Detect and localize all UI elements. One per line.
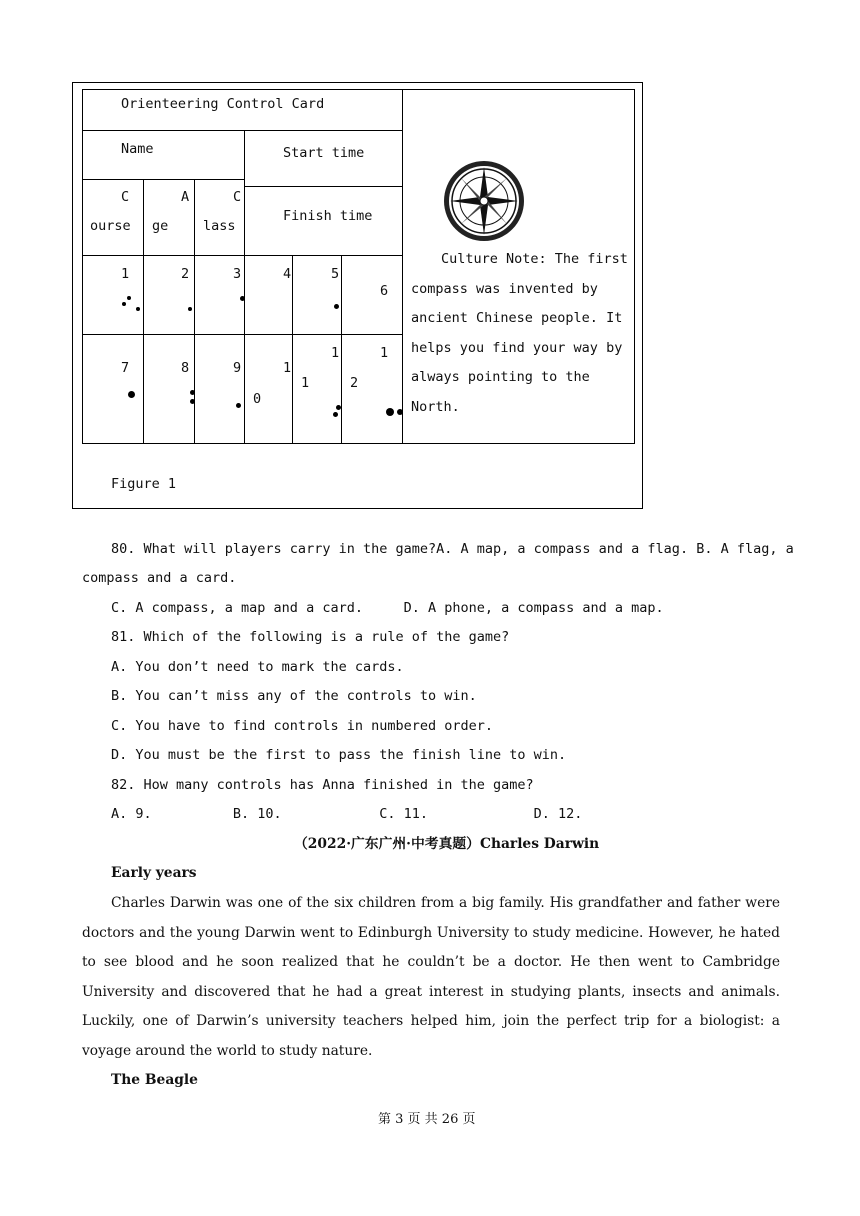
control-number: 1 — [301, 375, 310, 391]
punch-mark — [136, 307, 140, 311]
question-82-options: A. 9. B. 10. C. 11. D. 12. — [111, 806, 583, 822]
punch-mark — [240, 296, 245, 301]
table-rule — [82, 255, 402, 256]
figure-caption: Figure 1 — [111, 476, 177, 492]
punch-mark — [122, 302, 126, 306]
page-number: 第 3 页 共 26 页 — [378, 1112, 476, 1127]
section-heading-beagle: The Beagle — [111, 1072, 198, 1088]
name-label: Name — [121, 141, 154, 157]
culture-note: Culture Note: The first compass was invented by ancient Chinese people. It helps you find your way by always pointing to the North. — [411, 251, 628, 415]
control-number: 1 — [380, 345, 389, 361]
control-number: 1 — [283, 360, 292, 376]
question-82: 82. How many controls has Anna finished in the game? — [111, 777, 534, 793]
table-rule — [292, 255, 293, 444]
question-81-option-b: B. You can’t miss any of the controls to win. — [111, 688, 477, 704]
control-number: 4 — [283, 266, 292, 282]
section-heading-early-years: Early years — [111, 865, 197, 881]
table-rule — [194, 179, 195, 444]
compass-icon — [441, 159, 527, 243]
control-number: 3 — [233, 266, 242, 282]
control-number: 5 — [331, 266, 340, 282]
table-rule — [341, 255, 342, 444]
punch-mark — [236, 403, 241, 408]
finish-time-label: Finish time — [283, 208, 373, 224]
punch-mark — [190, 399, 195, 404]
control-number: 7 — [121, 360, 130, 376]
card-title: Orienteering Control Card — [121, 96, 325, 112]
course-label-a: C — [121, 189, 130, 205]
table-rule — [143, 179, 144, 444]
table-rule — [82, 179, 244, 180]
question-81-option-c: C. You have to find controls in numbered order. — [111, 718, 494, 734]
question-81: 81. Which of the following is a rule of the game? — [111, 629, 510, 645]
punch-mark — [128, 391, 135, 398]
punch-mark — [386, 408, 394, 416]
question-81-option-a: A. You don’t need to mark the cards. — [111, 659, 404, 675]
start-time-label: Start time — [283, 145, 365, 161]
passage-source-heading: （2022·广东广州·中考真题）Charles Darwin — [294, 836, 600, 852]
question-80-options: C. A compass, a map and a card. D. A phone, a compass and a map. — [111, 600, 664, 616]
punch-mark — [397, 409, 403, 415]
control-number: 0 — [253, 391, 262, 407]
punch-mark — [127, 296, 131, 300]
course-label-b: ourse — [90, 218, 131, 234]
class-label-a: C — [233, 189, 242, 205]
punch-mark — [333, 412, 338, 417]
table-rule — [82, 130, 402, 131]
control-number: 2 — [181, 266, 190, 282]
table-divider — [402, 89, 403, 444]
control-number: 2 — [350, 375, 359, 391]
question-80: 80. What will players carry in the game?A. A map, a compass and a flag. B. A flag, a — [111, 541, 794, 557]
control-number: 8 — [181, 360, 190, 376]
table-rule — [82, 334, 402, 335]
age-label-a: A — [181, 189, 190, 205]
control-number: 6 — [380, 283, 389, 299]
control-number: 1 — [331, 345, 340, 361]
punch-mark — [190, 390, 195, 395]
age-label-b: ge — [152, 218, 169, 234]
question-81-option-d: D. You must be the first to pass the finish line to win. — [111, 747, 567, 763]
table-rule — [244, 130, 245, 444]
table-rule — [244, 186, 402, 187]
passage-paragraph: Charles Darwin was one of the six children from a big family. His grandfather and father were doctors and the young Darwin went to Edinburgh University to study medicine. However, he hated to see blood and he soon realized that he couldn’t be a doctor. He then went to Cambridge University and discovered that he had a great interest in studying plants, insects and animals. Luckily, one of Darwin’s university teachers helped him, join the perfect trip for a biologist: a voyage around the world to study nature. — [82, 895, 780, 1059]
punch-mark — [334, 304, 339, 309]
question-80-cont: compass and a card. — [82, 570, 237, 586]
punch-mark — [336, 405, 341, 410]
control-number: 1 — [121, 266, 130, 282]
control-number: 9 — [233, 360, 242, 376]
class-label-b: lass — [203, 218, 236, 234]
punch-mark — [188, 307, 192, 311]
